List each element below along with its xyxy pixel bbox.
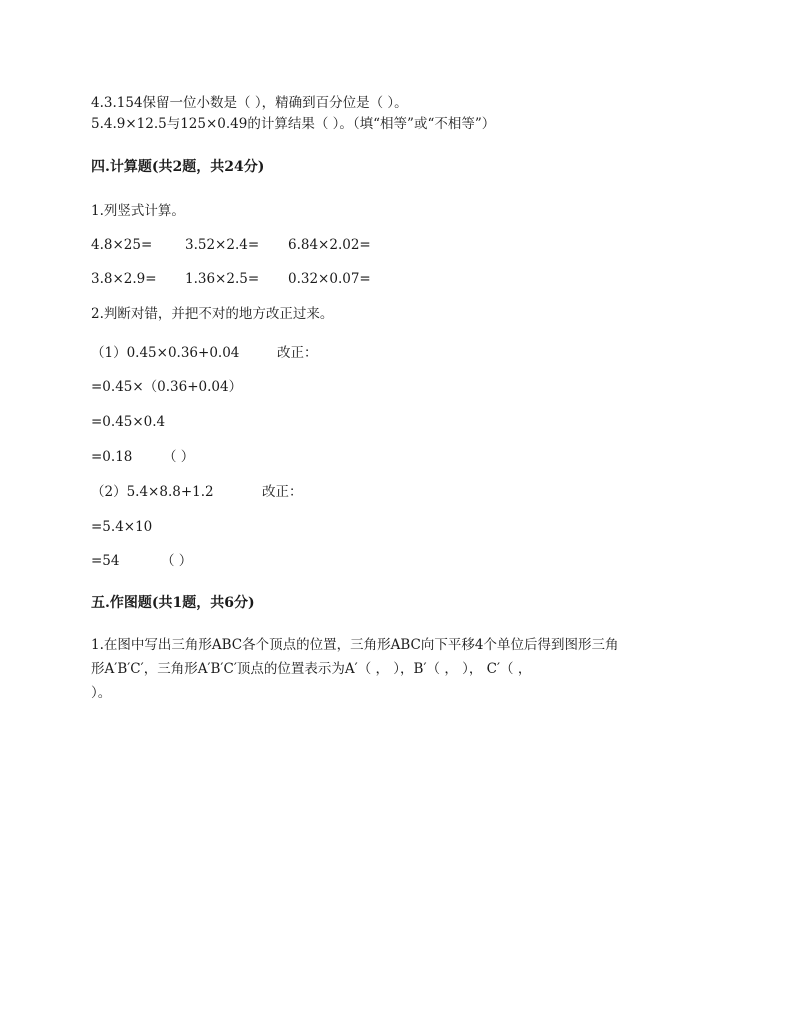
problem-1-answer-blank: （ ） (163, 449, 195, 465)
problem-1-step-2: =0.45×0.4 (91, 414, 166, 430)
problem-1-expression: （1）0.45×0.36+0.04 (91, 345, 240, 361)
calc-item: 3.52×2.4= (185, 237, 260, 253)
drawing-question-1-line-1: 1.在图中写出三角形ABC各个顶点的位置，三角形ABC向下平移4个单位后得到图形三角 (91, 637, 619, 653)
fill-blank-question-4: 4.3.154保留一位小数是（ ），精确到百分位是（ ）。 (91, 95, 408, 111)
problem-2-step-1: =5.4×10 (91, 519, 153, 535)
calc-item: 4.8×25= (91, 237, 153, 253)
problem-1-correction-label: 改正： (277, 345, 318, 361)
calc-question-1-title: 1.列竖式计算。 (91, 203, 185, 219)
problem-2-correction-label: 改正： (262, 484, 303, 500)
fill-blank-question-5: 5.4.9×12.5与125×0.49的计算结果（ ）。（填“相等”或“不相等”） (91, 116, 496, 132)
problem-1-step-1: =0.45×（0.36+0.04） (91, 379, 243, 395)
calc-item: 1.36×2.5= (185, 271, 260, 287)
drawing-question-1-line-2: 形A′B′C′，三角形A′B′C′顶点的位置表示为A′（ ， ），B′（ ， ）， C′（ ， (91, 661, 532, 677)
problem-2-answer-blank: （ ） (161, 553, 193, 569)
problem-1-step-3: =0.18 (91, 449, 133, 465)
calc-row-1 (91, 236, 371, 254)
drawing-question-1-line-3: ）。 (91, 685, 112, 701)
calc-item: 3.8×2.9= (91, 271, 157, 287)
problem-2-step-2: =54 (91, 553, 120, 569)
problem-2-expression: （2）5.4×8.8+1.2 (91, 484, 214, 500)
calc-row-2 (91, 270, 371, 288)
section-5-heading: 五.作图题(共1题，共6分) (91, 595, 255, 611)
calc-item: 6.84×2.02= (288, 237, 371, 253)
section-4-heading: 四.计算题(共2题，共24分) (91, 159, 265, 175)
calc-item: 0.32×0.07= (288, 271, 371, 287)
calc-question-2-title: 2.判断对错，并把不对的地方改正过来。 (91, 306, 334, 322)
